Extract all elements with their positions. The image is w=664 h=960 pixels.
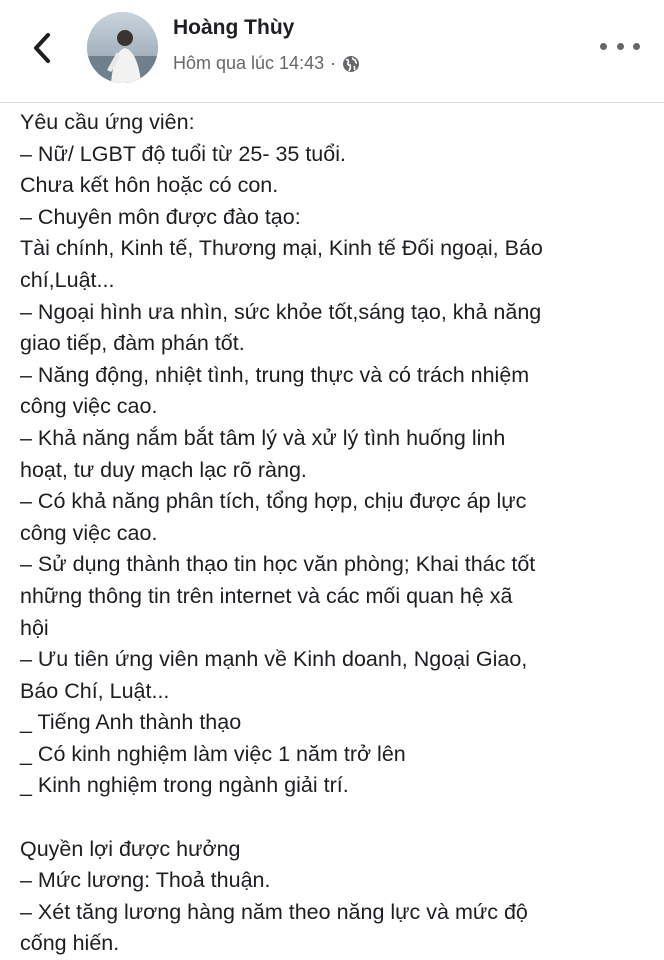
- post-text-line: – Năng động, nhiệt tình, trung thực và có trách nhiệm: [20, 362, 530, 387]
- post-text-line: hội: [20, 615, 49, 640]
- post-text-line: Yêu cầu ứng viên:: [20, 110, 195, 134]
- post-text-line: Chưa kết hôn hoặc có con.: [20, 173, 279, 198]
- back-button[interactable]: [22, 28, 62, 68]
- post-header: [0, 0, 664, 103]
- avatar[interactable]: [87, 12, 158, 83]
- post-text-line: chí,Luật...: [20, 267, 115, 292]
- post-text-line: – Khả năng nắm bắt tâm lý và xử lý tình huống linh: [20, 425, 506, 450]
- post-text-line: – Chuyên môn được đào tạo:: [20, 204, 301, 229]
- post-timestamp[interactable]: Hôm qua lúc 14:43: [173, 53, 325, 73]
- more-horizontal-icon: [600, 43, 607, 50]
- post-text-line: – Ngoại hình ưa nhìn, sức khỏe tốt,sáng tạo, khả năng: [20, 299, 542, 324]
- post-text-line: _ Kinh nghiệm trong ngành giải trí.: [20, 773, 349, 798]
- more-options-button[interactable]: [600, 34, 640, 58]
- post-text-line: _ Có kinh nghiệm làm việc 1 năm trở lên: [20, 741, 406, 766]
- post-text-line: – Sử dụng thành thạo tin học văn phòng; Khai thác tốt: [20, 552, 536, 577]
- post-text-line: – Xét tăng lương hàng năm theo năng lực và mức độ: [20, 899, 528, 924]
- post-text-line: – Mức lương: Thoả thuận.: [20, 868, 271, 893]
- author-name[interactable]: Hoàng Thùy: [173, 16, 295, 39]
- post-text-line: _ Tiếng Anh thành thạo: [20, 710, 242, 735]
- post-text-line: công việc cao.: [20, 394, 158, 419]
- post-text-line: Tài chính, Kinh tế, Thương mại, Kinh tế Đối ngoại, Báo: [20, 236, 543, 261]
- post-text-line: – Ưu tiên ứng viên mạnh về Kinh doanh, Ngoại Giao,: [20, 647, 528, 672]
- globe-icon: [342, 55, 360, 73]
- post-text-line: [20, 802, 650, 834]
- post-text-line: hoạt, tư duy mạch lạc rõ ràng.: [20, 457, 307, 482]
- meta-separator: ·: [330, 53, 337, 73]
- post-text-line: Báo Chí, Luật...: [20, 678, 170, 703]
- post-text-line: Quyền lợi được hưởng: [20, 836, 241, 861]
- post-text-line: cống hiến.: [20, 931, 120, 956]
- chevron-left-icon: [31, 32, 53, 64]
- post-text-line: công việc cao.: [20, 520, 158, 545]
- post-text-line: giao tiếp, đàm phán tốt.: [20, 331, 245, 356]
- post-meta: [173, 53, 360, 74]
- post-text-line: – Có khả năng phân tích, tổng hợp, chịu được áp lực: [20, 489, 527, 514]
- post-body: [20, 107, 650, 960]
- post-text-line: – Nữ/ LGBT độ tuổi từ 25- 35 tuổi.: [20, 141, 346, 166]
- post-text-line: những thông tin trên internet và các mối quan hệ xã: [20, 583, 513, 608]
